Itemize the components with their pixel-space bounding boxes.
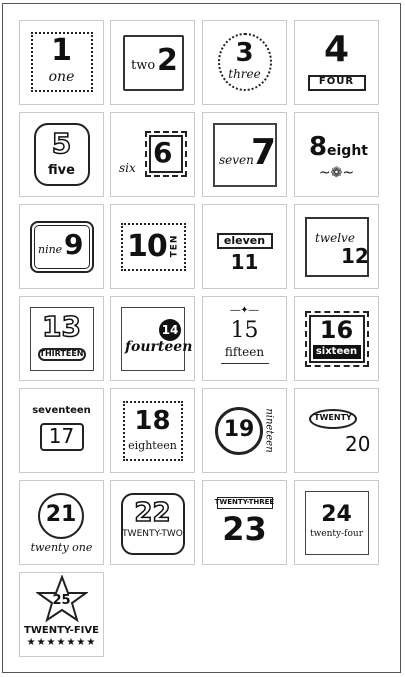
stamp-number: 25 <box>52 593 71 608</box>
stamp-tile-7[interactable] <box>202 112 287 197</box>
stamp-tile-18[interactable] <box>110 388 195 473</box>
stamp-word: TWENTY <box>314 413 352 422</box>
stamp-number: 3 <box>235 38 254 68</box>
stamp-word: seven <box>219 153 254 167</box>
stamp-tile-16[interactable] <box>294 296 379 381</box>
stamp-number: 5 <box>51 127 72 160</box>
stamp-tile-19[interactable] <box>202 388 287 473</box>
stamp-number: 22 <box>134 498 171 528</box>
stamp-number: 24 <box>321 502 352 527</box>
stamp-word: seventeen <box>32 405 91 416</box>
stamp-word: five <box>48 163 75 178</box>
stamp-word: TWENTY-FIVE <box>24 625 99 636</box>
stamp-tile-15[interactable] <box>202 296 287 381</box>
stamp-number: 20 <box>345 432 371 456</box>
stamp-number: 6 <box>153 136 173 169</box>
stamp-tile-22[interactable] <box>110 480 195 565</box>
stamp-number: 18 <box>134 406 171 436</box>
stamp-word: twelve <box>315 231 355 245</box>
stamp-number: 14 <box>159 319 181 341</box>
stamp-number: 7 <box>251 132 277 173</box>
stamp-word: eleven <box>223 234 266 247</box>
stamp-number: 9 <box>64 228 84 261</box>
stamp-word: FOUR <box>318 76 355 87</box>
stamp-tile-3[interactable] <box>202 20 287 105</box>
flourish-icon: ―✦― <box>230 305 259 316</box>
stamp-number: 1 <box>51 33 72 68</box>
stamp-word: eight <box>327 143 368 159</box>
stamp-word: THIRTEEN <box>39 349 84 358</box>
stamp-tile-11[interactable] <box>202 204 287 289</box>
stamp-word: three <box>228 67 261 81</box>
stamp-word: nineteen <box>263 408 275 453</box>
divider-line <box>221 363 269 364</box>
stamp-tile-10[interactable] <box>110 204 195 289</box>
stamp-word: two <box>131 58 156 73</box>
stamp-tile-9[interactable] <box>19 204 104 289</box>
stamp-number: 4 <box>323 29 350 70</box>
stamp-word: fifteen <box>224 345 265 359</box>
stamp-tile-6[interactable] <box>110 112 195 197</box>
stamp-tile-14[interactable] <box>110 296 195 381</box>
stamp-word: sixteen <box>315 346 358 357</box>
stamp-tile-8[interactable] <box>294 112 379 197</box>
stamp-word: fourteen <box>125 339 193 355</box>
stamp-tile-5[interactable] <box>19 112 104 197</box>
stars-row-icon: ★★★★★★★ <box>26 637 97 648</box>
stamp-number: 17 <box>48 424 75 448</box>
stamp-tile-12[interactable] <box>294 204 379 289</box>
stamp-word: one <box>48 69 75 85</box>
stamp-number: 15 <box>230 318 259 343</box>
stamp-tile-17[interactable] <box>19 388 104 473</box>
stamp-word: eighteen <box>128 439 177 452</box>
stamp-tile-2[interactable] <box>110 20 195 105</box>
stamp-word: six <box>119 161 136 175</box>
stamp-word: nine <box>38 243 63 256</box>
stamp-tile-4[interactable] <box>294 20 379 105</box>
stamp-tile-24[interactable] <box>294 480 379 565</box>
stamp-tile-21[interactable] <box>19 480 104 565</box>
stamp-word: TWENTY-TWO <box>122 529 183 539</box>
stamp-number: 11 <box>230 250 259 274</box>
stamp-number: 13 <box>42 310 81 343</box>
stamp-number: 2 <box>157 43 178 78</box>
stamp-word: twenty one <box>30 541 93 554</box>
stamp-number: 19 <box>223 417 255 442</box>
stamp-word: TEN <box>169 234 180 258</box>
stamp-number: 16 <box>319 316 354 344</box>
stamp-tile-1[interactable] <box>19 20 104 105</box>
stamp-tile-20[interactable] <box>294 388 379 473</box>
stamp-number: 23 <box>222 510 267 548</box>
stamp-tile-23[interactable] <box>202 480 287 565</box>
stamp-number: 10 <box>127 229 167 264</box>
stamp-number: 8 <box>309 132 328 162</box>
stamp-number: 21 <box>45 502 77 527</box>
stamp-tile-25[interactable] <box>19 572 104 657</box>
stamp-number: 12 <box>341 244 369 268</box>
flourish-icon: ~❁~ <box>318 165 355 181</box>
stamp-tile-13[interactable] <box>19 296 104 381</box>
stamp-word: TWENTY-THREE <box>214 498 275 506</box>
stamp-word: twenty-four <box>309 529 364 539</box>
